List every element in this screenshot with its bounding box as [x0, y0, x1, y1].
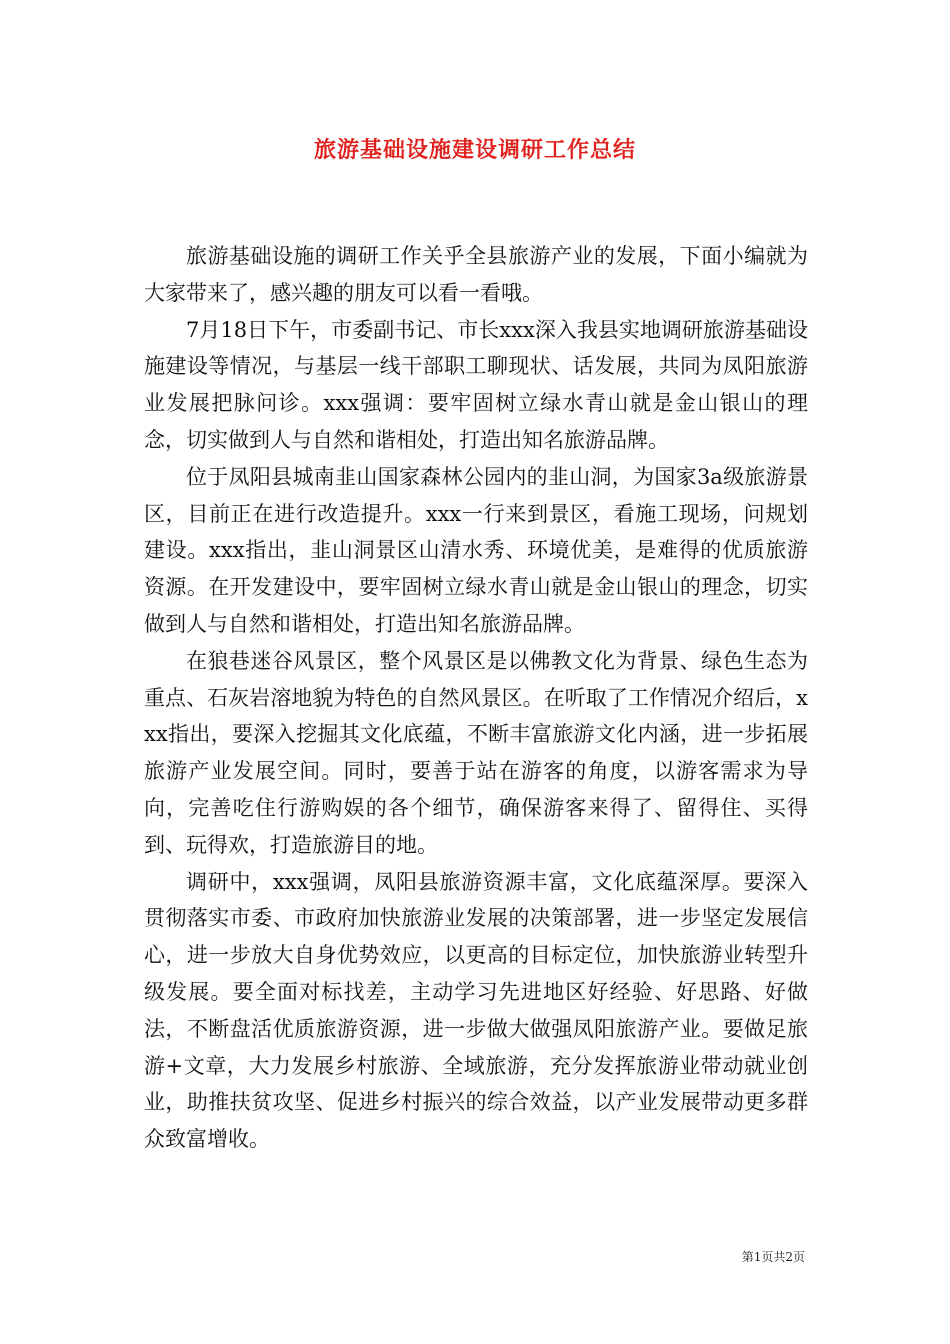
page-number: 第1页共2页 [741, 1250, 805, 1264]
paragraph-summary: 调研中，xxx强调，凤阳县旅游资源丰富，文化底蕴深厚。要深入贯彻落实市委、市政府加快旅游业发展的决策部署，进一步坚定发展信心，进一步放大自身优势效应，以更高的目标定位，加快旅游业转型升级发展。要全面对标找差，主动学习先进地区好经验、好思路、好做法，不断盘活优质旅游资源，进一步做大做强凤阳旅游产业。要做足旅游+文章，大力发展乡村旅游、全域旅游，充分发挥旅游业带动就业创业，助推扶贫攻坚、促进乡村振兴的综合效益，以产业发展带动更多群众致富增收。 [144, 869, 808, 1152]
paragraph-langxiang-valley: 在狼巷迷谷风景区，整个风景区是以佛教文化为背景、绿色生态为重点、石灰岩溶地貌为特色的自然风景区。在听取了工作情况介绍后，xxx指出，要深入挖掘其文化底蕴，不断丰富旅游文化内涵，进一步拓展旅游产业发展空间。同时，要善于站在游客的角度，以游客需求为导向，完善吃住行游购娱的各个细节，确保游客来得了、留得住、买得到、玩得欢，打造旅游目的地。 [144, 648, 808, 857]
paragraph-intro: 旅游基础设施的调研工作关乎全县旅游产业的发展，下面小编就为大家带来了，感兴趣的朋友可以看一看哦。 [144, 244, 808, 305]
paragraph-jiushan-cave: 位于凤阳县城南韭山国家森林公园内的韭山洞，为国家3a级旅游景区，目前正在进行改造提升。xxx一行来到景区，看施工现场，问规划建设。xxx指出，韭山洞景区山清水秀、环境优美，是难得的优质旅游资源。在开发建设中，要牢固树立绿水青山就是金山银山的理念，切实做到人与自然和谐相处，打造出知名旅游品牌。 [144, 464, 808, 636]
paragraph-visit: 7月18日下午，市委副书记、市长xxx深入我县实地调研旅游基础设施建设等情况，与基层一线干部职工聊现状、话发展，共同为凤阳旅游业发展把脉问诊。xxx强调：要牢固树立绿水青山就是金山银山的理念，切实做到人与自然和谐相处，打造出知名旅游品牌。 [144, 317, 808, 452]
document-title: 旅游基础设施建设调研工作总结 [313, 137, 636, 163]
document-body [144, 238, 808, 1158]
